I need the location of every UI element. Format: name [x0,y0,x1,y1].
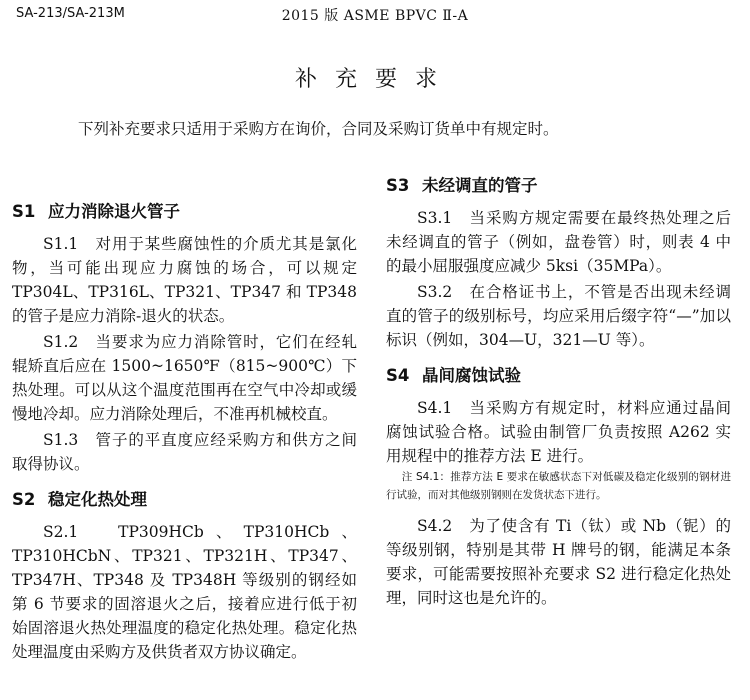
section-s2-title: 稳定化热处理 [48,490,147,509]
section-s4-title: 晶间腐蚀试验 [422,366,521,385]
header-standard-number: SA-213/SA-213M [16,6,125,21]
paragraph-s1-2: S1.2 当要求为应力消除管时，它们在经轧辊矫直后应在 1500~1650℉（815~900℃）下热处理。可以从这个温度范围再在空气中冷却或缓慢地冷却。应力消除处理后，不准再机械校直。 [12,333,357,423]
left-column [12,200,357,666]
paragraph-s1-3: S1.3 管子的平直度应经采购方和供方之间取得协议。 [12,431,357,473]
intro-text: 下列补充要求只适用于采购方在询价，合同及采购订货单中有规定时。 [78,120,559,138]
note-s4-1: 注 S4.1：推荐方法 E 要求在敏感状态下对低碳及稳定化级别的钢材进行试验，而对其他级别钢则在发货状态下进行。 [386,471,731,501]
right-column [386,174,731,612]
section-s3-title: 未经调直的管子 [422,176,538,195]
page-title: 补充要求 [294,67,455,92]
section-s2-heading [12,488,357,512]
section-s4-heading [386,364,731,388]
paragraph-s4-1: S4.1 当采购方有规定时，材料应通过晶间腐蚀试验合格。试验由制管厂负责按照 A262 实用规程中的推荐方法 E 进行。 [386,399,731,465]
section-s3-number: S3 [386,176,410,195]
section-s1-number: S1 [12,202,36,221]
header-edition: 2015 版 ASME BPVC Ⅱ-A [281,8,469,24]
section-s1-title: 应力消除退火管子 [48,202,180,221]
paragraph-s1-1: S1.1 对用于某些腐蚀性的介质尤其是氯化物，当可能出现应力腐蚀的场合，可以规定 TP304L、TP316L、TP321、TP347 和 TP348 的管子是应力消除-退火的状态。 [12,235,357,325]
paragraph-s3-1: S3.1 当采购方规定需要在最终热处理之后未经调直的管子（例如，盘卷管）时，则表 4 中的最小屈服强度应减少 5ksi（35MPa）。 [386,209,731,275]
section-s4-number: S4 [386,366,410,385]
section-s2-number: S2 [12,490,36,509]
section-s3-heading [386,174,731,198]
paragraph-s2-1: S2.1 TP309HCb、TP310HCb、TP310HCbN、TP321、TP321H、TP347、TP347H、TP348 及 TP348H 等级别的钢经如第 6 节要求的固溶退火之后，接着应进行低于初始固溶退火热处理温度的稳定化热处理。稳定化热处理温度由采购方及供货者双方协议确定。 [12,523,357,661]
section-s1-heading [12,200,357,224]
paragraph-s4-2: S4.2 为了使含有 Ti（钛）或 Nb（铌）的等级别钢，特别是其带 H 牌号的钢，能满足本条要求，可能需要按照补充要求 S2 进行稳定化热处理，同时这也是允许的。 [386,517,731,607]
paragraph-s3-2: S3.2 在合格证书上，不管是否出现未经调直的管子的级别标号，均应采用后缀字符“—”加以标识（例如，304—U，321—U 等）。 [386,283,731,349]
